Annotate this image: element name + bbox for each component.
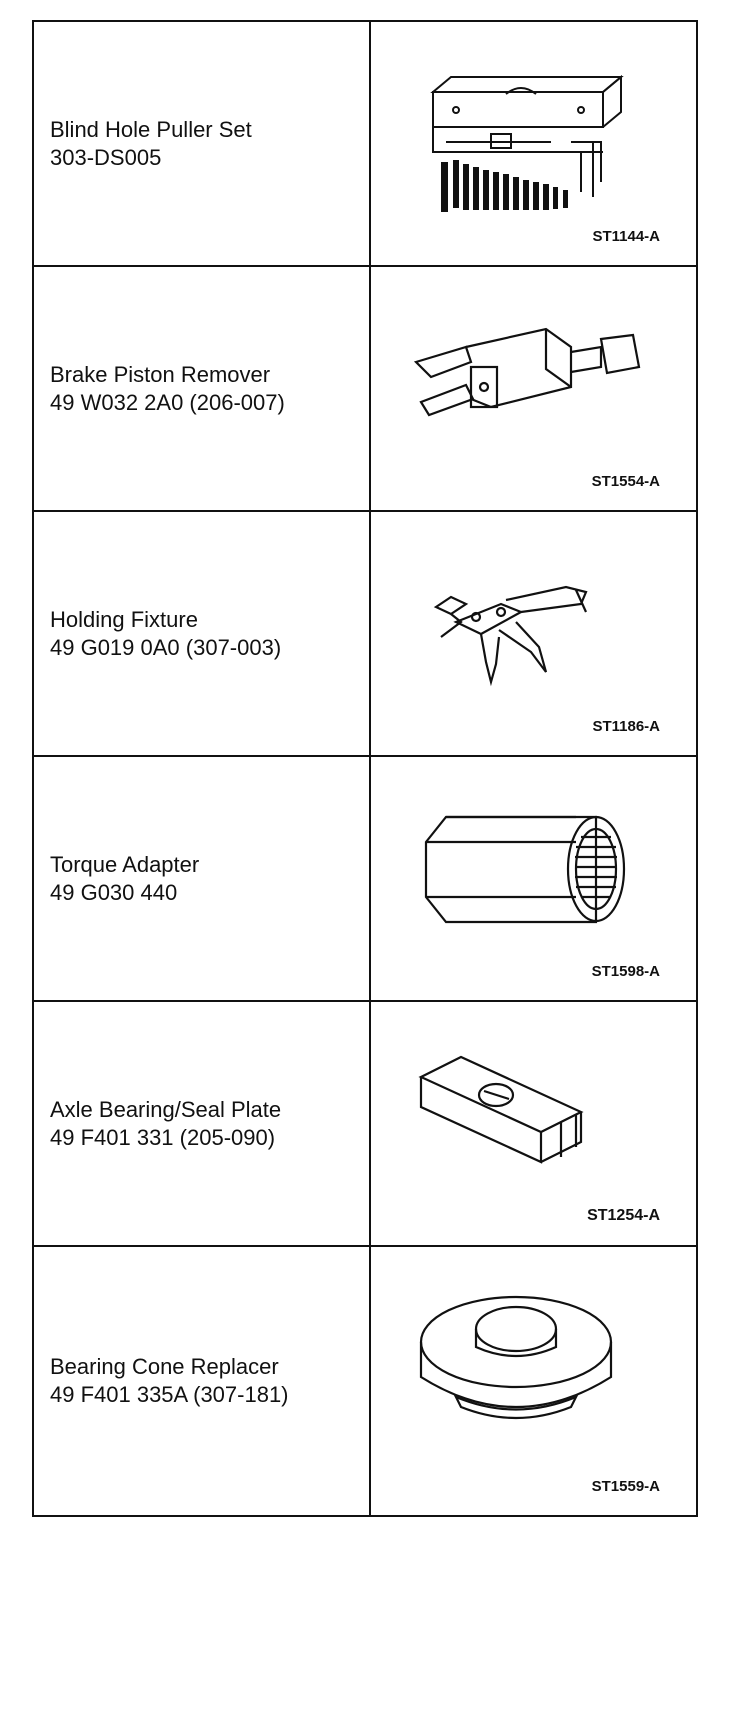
tool-name: Axle Bearing/Seal Plate	[50, 1096, 282, 1122]
tool-number: 49 G019 0A0 (307-003)	[50, 634, 282, 660]
tool-row	[34, 512, 696, 757]
tool-name-cell	[34, 267, 371, 510]
tool-number: 49 G030 440	[50, 879, 178, 905]
figure-code: ST1598-A	[591, 963, 660, 980]
tool-number: 49 F401 335A (307-181)	[50, 1382, 289, 1407]
tool-row	[34, 22, 696, 267]
tool-illustration-cell	[371, 512, 696, 755]
figure-code: ST1559-A	[591, 1478, 660, 1495]
tool-number: 49 W032 2A0 (206-007)	[50, 389, 285, 415]
tool-number: 303-DS005	[50, 144, 162, 170]
tool-name-cell	[34, 757, 371, 1000]
tool-name: Bearing Cone Replacer	[50, 1354, 279, 1379]
tool-name-cell	[34, 512, 371, 755]
tool-name: Brake Piston Remover	[50, 361, 271, 387]
cone-replacer-ring-illustration	[371, 1247, 693, 1513]
tool-row	[34, 1002, 696, 1247]
tool-number: 49 F401 331 (205-090)	[50, 1124, 276, 1150]
figure-code: ST1554-A	[591, 473, 660, 490]
tool-illustration-cell	[371, 1002, 696, 1245]
figure-code: ST1144-A	[592, 228, 660, 245]
tool-row	[34, 267, 696, 512]
special-tools-table	[32, 20, 698, 1517]
tool-name-cell	[34, 1247, 371, 1515]
figure-code: ST1254-A	[587, 1207, 660, 1224]
tool-row	[34, 1247, 696, 1515]
tool-name-cell	[34, 22, 371, 265]
tool-illustration-cell	[371, 267, 696, 510]
tool-row	[34, 757, 696, 1002]
tool-name: Blind Hole Puller Set	[50, 116, 252, 142]
tool-name-cell	[34, 1002, 371, 1245]
tool-name: Torque Adapter	[50, 851, 200, 877]
tool-illustration-cell	[371, 757, 696, 1000]
tool-illustration-cell	[371, 22, 696, 265]
tool-name: Holding Fixture	[50, 606, 198, 632]
tool-illustration-cell	[371, 1247, 696, 1515]
figure-code: ST1186-A	[592, 718, 660, 735]
